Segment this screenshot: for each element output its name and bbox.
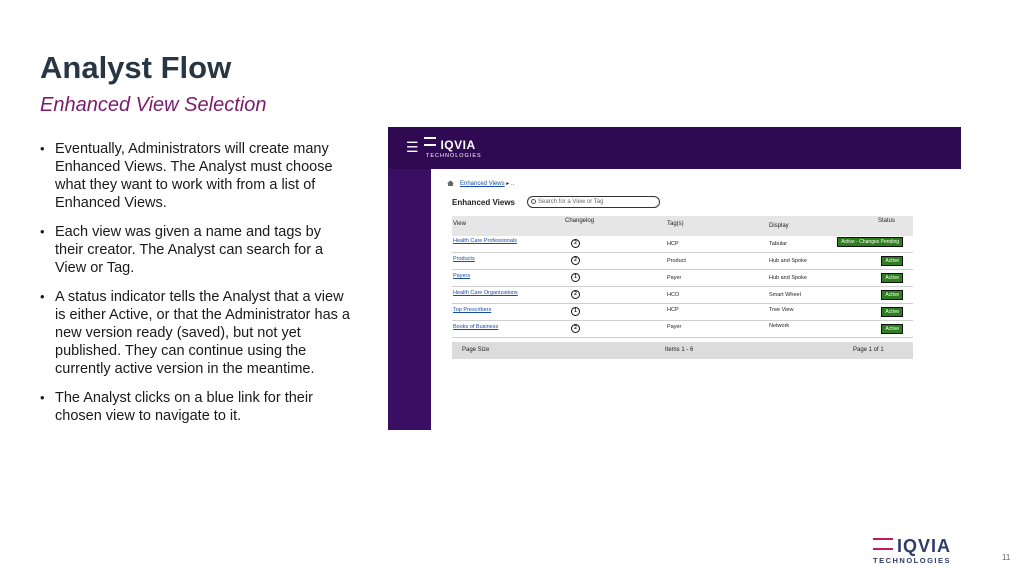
bullet-list	[40, 140, 350, 436]
row-tags: Product	[667, 258, 686, 264]
table-row	[452, 236, 913, 253]
table-row	[452, 287, 913, 304]
row-tags: Payer	[667, 324, 682, 330]
app-screenshot	[388, 127, 961, 430]
table-row	[452, 270, 913, 287]
row-display: Hub and Spoke	[769, 275, 807, 281]
changelog-count-icon[interactable]: 2	[571, 290, 580, 299]
breadcrumb-link-enhanced-views[interactable]: Enhanced Views	[460, 181, 505, 187]
bullet-item: • A status indicator tells the Analyst that a view is either Active, or that the Administrator has a new version ready (saved), but not yet published. They can continue using the currently active version in the meantime.	[40, 288, 350, 378]
row-display: Tree View	[769, 307, 794, 313]
status-badge: Active	[881, 290, 903, 300]
breadcrumb-trail: ▸ ..	[504, 181, 515, 187]
brand-name: IQVIA	[440, 138, 476, 152]
status-badge: Active	[881, 307, 903, 317]
company-logo	[873, 536, 951, 565]
app-content	[431, 169, 961, 430]
view-link[interactable]: Health Care Organizations	[453, 290, 518, 296]
status-badge: Active - Changes Pending	[837, 237, 903, 247]
logo-mark-icon	[873, 538, 893, 550]
view-link[interactable]: Health Care Professionals	[453, 238, 517, 244]
changelog-count-icon[interactable]: 2	[571, 256, 580, 265]
status-badge: Active	[881, 324, 903, 334]
view-link[interactable]: Books of Business	[453, 324, 499, 330]
home-icon[interactable]	[447, 180, 454, 186]
page-size-label[interactable]: Page Size	[462, 347, 490, 353]
row-tags: HCO	[667, 292, 680, 298]
row-display: Hub and Spoke	[769, 258, 807, 264]
app-topbar	[388, 127, 961, 169]
brand-sub: TECHNOLOGIES	[426, 153, 482, 159]
search-input[interactable]	[527, 196, 660, 208]
search-icon	[531, 199, 536, 204]
changelog-count-icon[interactable]: 2	[571, 324, 580, 333]
page-heading: Enhanced Views	[452, 198, 515, 207]
table-row	[452, 304, 913, 321]
row-tags: HCP	[667, 307, 679, 313]
breadcrumb	[447, 180, 514, 187]
status-badge: Active	[881, 256, 903, 266]
changelog-count-icon[interactable]: 1	[571, 273, 580, 282]
table-footer	[452, 342, 913, 359]
view-link[interactable]: Top Prescribers	[453, 307, 492, 313]
header-status[interactable]: Status	[877, 218, 895, 224]
bullet-item: • Eventually, Administrators will create many Enhanced Views. The Analyst must choose what they want to work with from a list of Enhanced Views.	[40, 140, 350, 212]
row-display: Network	[769, 323, 790, 329]
header-tags[interactable]: Tag(s)	[667, 221, 684, 227]
header-view[interactable]: View	[453, 221, 466, 227]
slide-title: Analyst Flow	[40, 50, 232, 85]
header-changelog[interactable]: Changelog	[565, 218, 595, 224]
view-link[interactable]: Payers	[453, 273, 471, 279]
logo-name: IQVIA	[897, 536, 952, 556]
changelog-count-icon[interactable]: 2	[571, 239, 580, 248]
row-tags: HCP	[667, 241, 679, 247]
changelog-count-icon[interactable]: 1	[571, 307, 580, 316]
row-display: Tabular	[769, 241, 788, 247]
bullet-item: • The Analyst clicks on a blue link for their chosen view to navigate to it.	[40, 389, 350, 425]
row-display: Smart Wheel	[769, 292, 801, 298]
header-display[interactable]: Display	[769, 223, 789, 229]
view-link[interactable]: Products	[453, 256, 475, 262]
logo-sub: TECHNOLOGIES	[873, 556, 952, 565]
slide-subtitle: Enhanced View Selection	[40, 94, 267, 116]
table-row	[452, 253, 913, 270]
search-placeholder: Search for a View or Tag	[538, 199, 604, 205]
row-tags: Payer	[667, 275, 682, 281]
status-badge: Active	[881, 273, 903, 283]
page-number: 11	[1002, 553, 1011, 562]
items-count: Items 1 - 6	[665, 347, 694, 353]
table-row	[452, 321, 913, 338]
page-indicator: Page 1 of 1	[853, 347, 884, 353]
table-header	[452, 216, 913, 236]
app-brand	[424, 136, 482, 159]
hamburger-menu-icon[interactable]: ☰	[406, 139, 419, 155]
enhanced-views-table	[452, 216, 913, 359]
brand-mark-icon	[424, 137, 436, 146]
bullet-item: • Each view was given a name and tags by their creator. The Analyst can search for a View or Tag.	[40, 223, 350, 277]
